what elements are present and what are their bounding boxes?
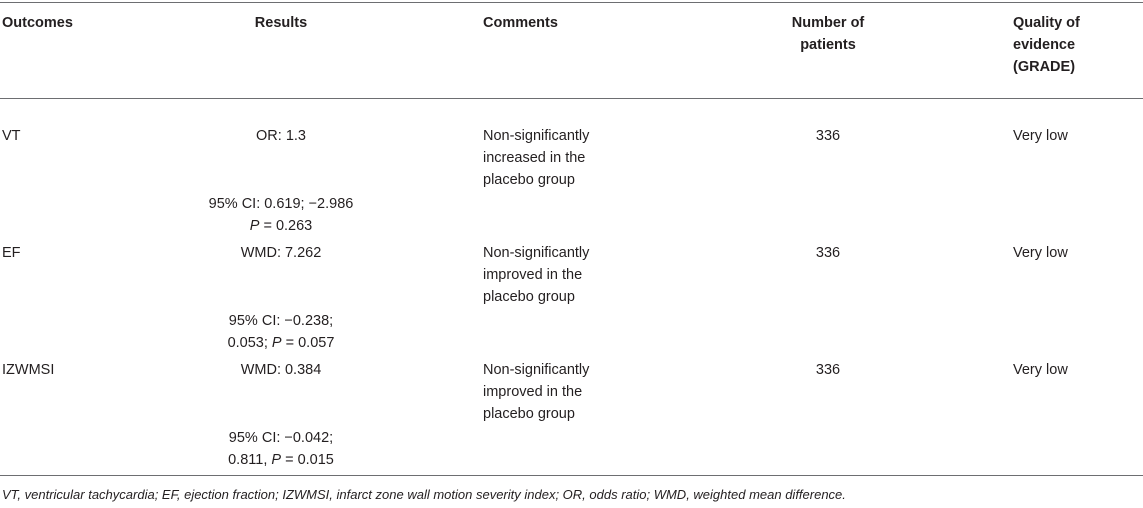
outcome-vt: VT bbox=[2, 128, 21, 144]
header-results: Results bbox=[254, 15, 308, 31]
result-ef-main: WMD: 7.262 bbox=[240, 245, 322, 261]
outcome-ef: EF bbox=[2, 245, 21, 261]
header-outcomes: Outcomes bbox=[2, 15, 73, 31]
quality-ef: Very low bbox=[1013, 245, 1068, 261]
table-top-rule bbox=[0, 2, 1143, 3]
table-footnote: VT, ventricular tachycardia; EF, ejection fraction; IZWMSI, infarct zone wall motion severity index; OR, odds ratio; WMD, weighted mean difference. bbox=[2, 487, 846, 502]
outcome-izwmsi: IZWMSI bbox=[2, 362, 55, 378]
result-vt-main: OR: 1.3 bbox=[256, 128, 306, 144]
header-quality-of-evidence: Quality of evidence (GRADE) bbox=[1013, 15, 1080, 75]
quality-izwmsi: Very low bbox=[1013, 362, 1068, 378]
quality-vt: Very low bbox=[1013, 128, 1068, 144]
header-comments: Comments bbox=[483, 15, 558, 31]
comment-izwmsi: Non-significantly improved in the placebo group bbox=[483, 362, 590, 422]
patients-ef: 336 bbox=[815, 245, 841, 261]
header-number-of-patients: Number of patients bbox=[791, 15, 865, 53]
patients-izwmsi: 336 bbox=[815, 362, 841, 378]
comment-ef: Non-significantly improved in the placebo group bbox=[483, 245, 590, 305]
table-bottom-rule bbox=[0, 475, 1143, 476]
result-ef-ci: 95% CI: −0.238; 0.053; P = 0.057 bbox=[227, 313, 335, 351]
result-vt-ci: 95% CI: 0.619; −2.986 P = 0.263 bbox=[208, 196, 354, 234]
result-izwmsi-main: WMD: 0.384 bbox=[240, 362, 322, 378]
comment-vt: Non-significantly increased in the placebo group bbox=[483, 128, 590, 188]
header-bottom-rule bbox=[0, 98, 1143, 99]
patients-vt: 336 bbox=[815, 128, 841, 144]
result-izwmsi-ci: 95% CI: −0.042; 0.811, P = 0.015 bbox=[228, 430, 334, 468]
